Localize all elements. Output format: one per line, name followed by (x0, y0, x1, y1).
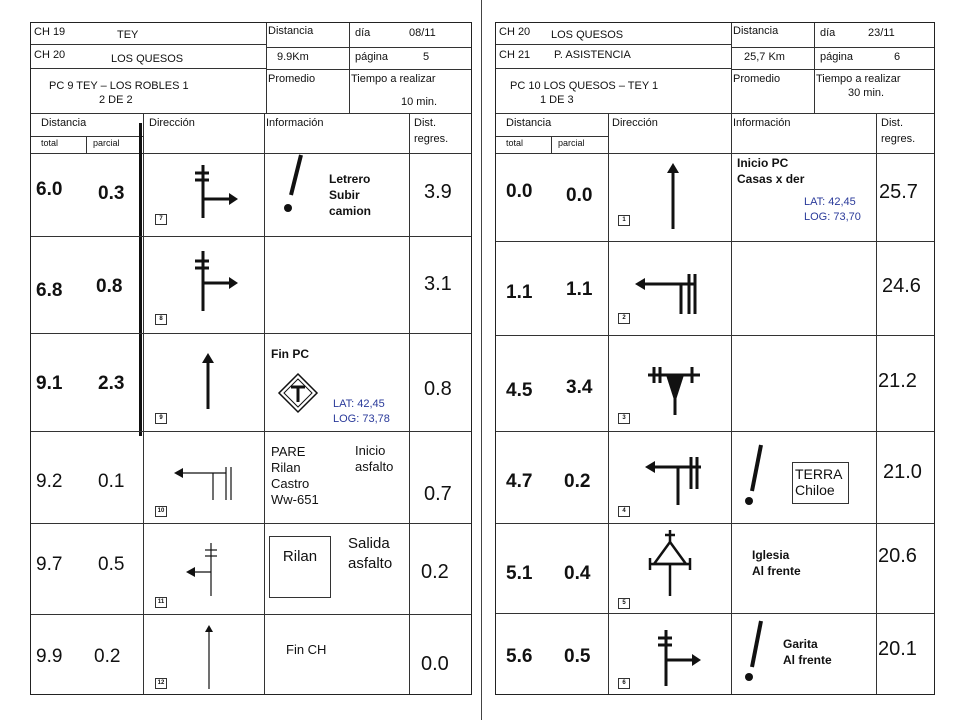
tulip-left-turn-icon (171, 455, 246, 505)
step-number: 2 (618, 313, 630, 324)
info-text: Inicio PC Casas x der (737, 156, 805, 186)
parcial-value: 0.4 (564, 563, 591, 584)
pagina-label: página (355, 51, 389, 63)
total-value: 5.6 (506, 646, 533, 667)
total-value: 9.9 (36, 646, 63, 667)
page-divider (481, 0, 482, 720)
regres-value: 3.1 (424, 273, 452, 295)
regres-value: 0.0 (421, 653, 449, 675)
parcial-value: 0.1 (98, 471, 125, 492)
section-marker-bar (139, 123, 142, 436)
regres-value: 3.9 (424, 181, 452, 203)
road-sign-box: TERRA Chiloe (792, 462, 849, 504)
step-number: 9 (155, 413, 167, 424)
ch-from-name: LOS QUESOS (551, 29, 624, 41)
parcial-value: 0.8 (96, 276, 123, 297)
step-number: 11 (155, 597, 167, 608)
promedio-label: Promedio (733, 73, 781, 85)
info-text: Garita Al frente (783, 637, 832, 667)
dia-label: día (355, 27, 371, 39)
tiempo-label: Tiempo a realizar (816, 73, 901, 85)
col-dist-regres-2: regres. (414, 133, 449, 145)
tulip-left-turn-icon (641, 453, 711, 508)
ch-to-label: CH 21 (499, 49, 531, 61)
caution-exclamation-icon (739, 619, 769, 684)
step-number: 6 (618, 678, 630, 689)
step-number: 7 (155, 214, 167, 225)
distancia-value: 9.9Km (277, 51, 309, 63)
distancia-value: 25,7 Km (744, 51, 785, 63)
parcial-value: 1.1 (566, 279, 593, 300)
pagina-label: página (820, 51, 854, 63)
pc-line-1: PC 9 TEY – LOS ROBLES 1 (49, 80, 189, 92)
pc-line-1: PC 10 LOS QUESOS – TEY 1 (510, 80, 659, 92)
straight-arrow-icon (201, 623, 221, 691)
tulip-right-turn-icon (191, 249, 241, 314)
distancia-label: Distancia (268, 25, 314, 37)
info-title: Fin CH (286, 642, 327, 657)
parcial-value: 0.3 (98, 183, 125, 204)
parcial-value: 0.5 (564, 646, 591, 667)
col-dist-regres-1: Dist. (414, 117, 436, 129)
dia-label: día (820, 27, 836, 39)
total-value: 4.7 (506, 471, 533, 492)
total-value: 9.2 (36, 471, 63, 492)
tulip-left-turn-icon (631, 268, 711, 318)
regres-value: 0.8 (424, 378, 452, 400)
total-value: 9.7 (36, 554, 63, 575)
regres-value: 21.2 (878, 370, 917, 392)
checkpoint-diamond-icon (278, 373, 318, 413)
info-extra: Salida asfalto (348, 535, 393, 572)
col-informacion: Información (266, 117, 324, 129)
col-informacion: Información (733, 117, 791, 129)
regres-value: 25.7 (879, 181, 918, 203)
tiempo-value: 30 min. (848, 87, 885, 99)
gps-coordinates: LAT: 42,45 LOG: 73,78 (333, 398, 390, 425)
promedio-label: Promedio (268, 73, 316, 85)
pc-line-2: 1 DE 3 (540, 94, 574, 106)
ch-to-label: CH 20 (34, 49, 66, 61)
tiempo-label: Tiempo a realizar (351, 73, 436, 85)
total-value: 9.1 (36, 373, 63, 394)
col-dist-regres-1: Dist. (881, 117, 903, 129)
col-direccion: Dirección (149, 117, 195, 129)
col-direccion: Dirección (612, 117, 658, 129)
ch-to-name: LOS QUESOS (111, 53, 184, 65)
ch-from-label: CH 20 (499, 26, 531, 38)
info-text: Letrero Subir camion (329, 172, 372, 218)
regres-value: 20.6 (878, 545, 917, 567)
pc-line-2: 2 DE 2 (99, 94, 133, 106)
regres-value: 0.2 (421, 561, 449, 583)
regres-value: 20.1 (878, 638, 917, 660)
roadbook-page-right (495, 22, 935, 695)
total-value: 5.1 (506, 563, 533, 584)
parcial-value: 3.4 (566, 377, 593, 398)
total-value: 6.8 (36, 280, 63, 301)
caution-exclamation-icon (279, 153, 309, 213)
step-number: 8 (155, 314, 167, 325)
tiempo-value: 10 min. (401, 96, 438, 108)
regres-value: 24.6 (882, 275, 921, 297)
dia-value: 23/11 (868, 27, 895, 39)
step-number: 4 (618, 506, 630, 517)
tulip-fork-icon (644, 363, 704, 418)
step-number: 1 (618, 215, 630, 226)
info-title: Fin PC (271, 347, 309, 361)
ch-from-label: CH 19 (34, 26, 66, 38)
tulip-right-turn-icon (191, 163, 241, 223)
church-landmark-icon (646, 528, 696, 598)
total-value: 0.0 (506, 181, 533, 202)
col-distancia: Distancia (506, 117, 552, 129)
roadbook-page-left (30, 22, 472, 695)
caution-exclamation-icon (739, 443, 769, 508)
info-extra: Inicio asfalto (355, 443, 394, 474)
step-number: 5 (618, 598, 630, 609)
step-number: 12 (155, 678, 167, 689)
pagina-value: 6 (894, 51, 901, 63)
step-number: 10 (155, 506, 167, 517)
regres-value: 21.0 (883, 461, 922, 483)
col-total: total (506, 138, 524, 148)
col-distancia: Distancia (41, 117, 87, 129)
regres-value: 0.7 (424, 483, 452, 505)
ch-from-name: TEY (117, 29, 139, 41)
col-parcial: parcial (93, 138, 120, 148)
col-parcial: parcial (558, 138, 585, 148)
total-value: 4.5 (506, 380, 533, 401)
straight-arrow-icon (196, 351, 226, 411)
gps-coordinates: LAT: 42,45 LOG: 73,70 (804, 196, 861, 223)
total-value: 1.1 (506, 282, 533, 303)
road-sign-box: Rilan (269, 536, 331, 598)
ch-to-name: P. ASISTENCIA (554, 49, 631, 61)
tulip-left-fork-icon (181, 538, 241, 598)
step-number: 3 (618, 413, 630, 424)
straight-arrow-icon (661, 161, 691, 231)
info-text: PARE Rilan Castro Ww-651 (271, 444, 319, 507)
parcial-value: 0.5 (98, 554, 125, 575)
col-dist-regres-2: regres. (881, 133, 916, 145)
tulip-right-turn-icon (654, 628, 704, 688)
parcial-value: 2.3 (98, 373, 125, 394)
info-text: Iglesia Al frente (752, 548, 801, 578)
pagina-value: 5 (423, 51, 430, 63)
total-value: 6.0 (36, 179, 63, 200)
parcial-value: 0.2 (94, 646, 121, 667)
parcial-value: 0.2 (564, 471, 591, 492)
dia-value: 08/11 (409, 27, 436, 39)
parcial-value: 0.0 (566, 185, 593, 206)
distancia-label: Distancia (733, 25, 779, 37)
col-total: total (41, 138, 59, 148)
